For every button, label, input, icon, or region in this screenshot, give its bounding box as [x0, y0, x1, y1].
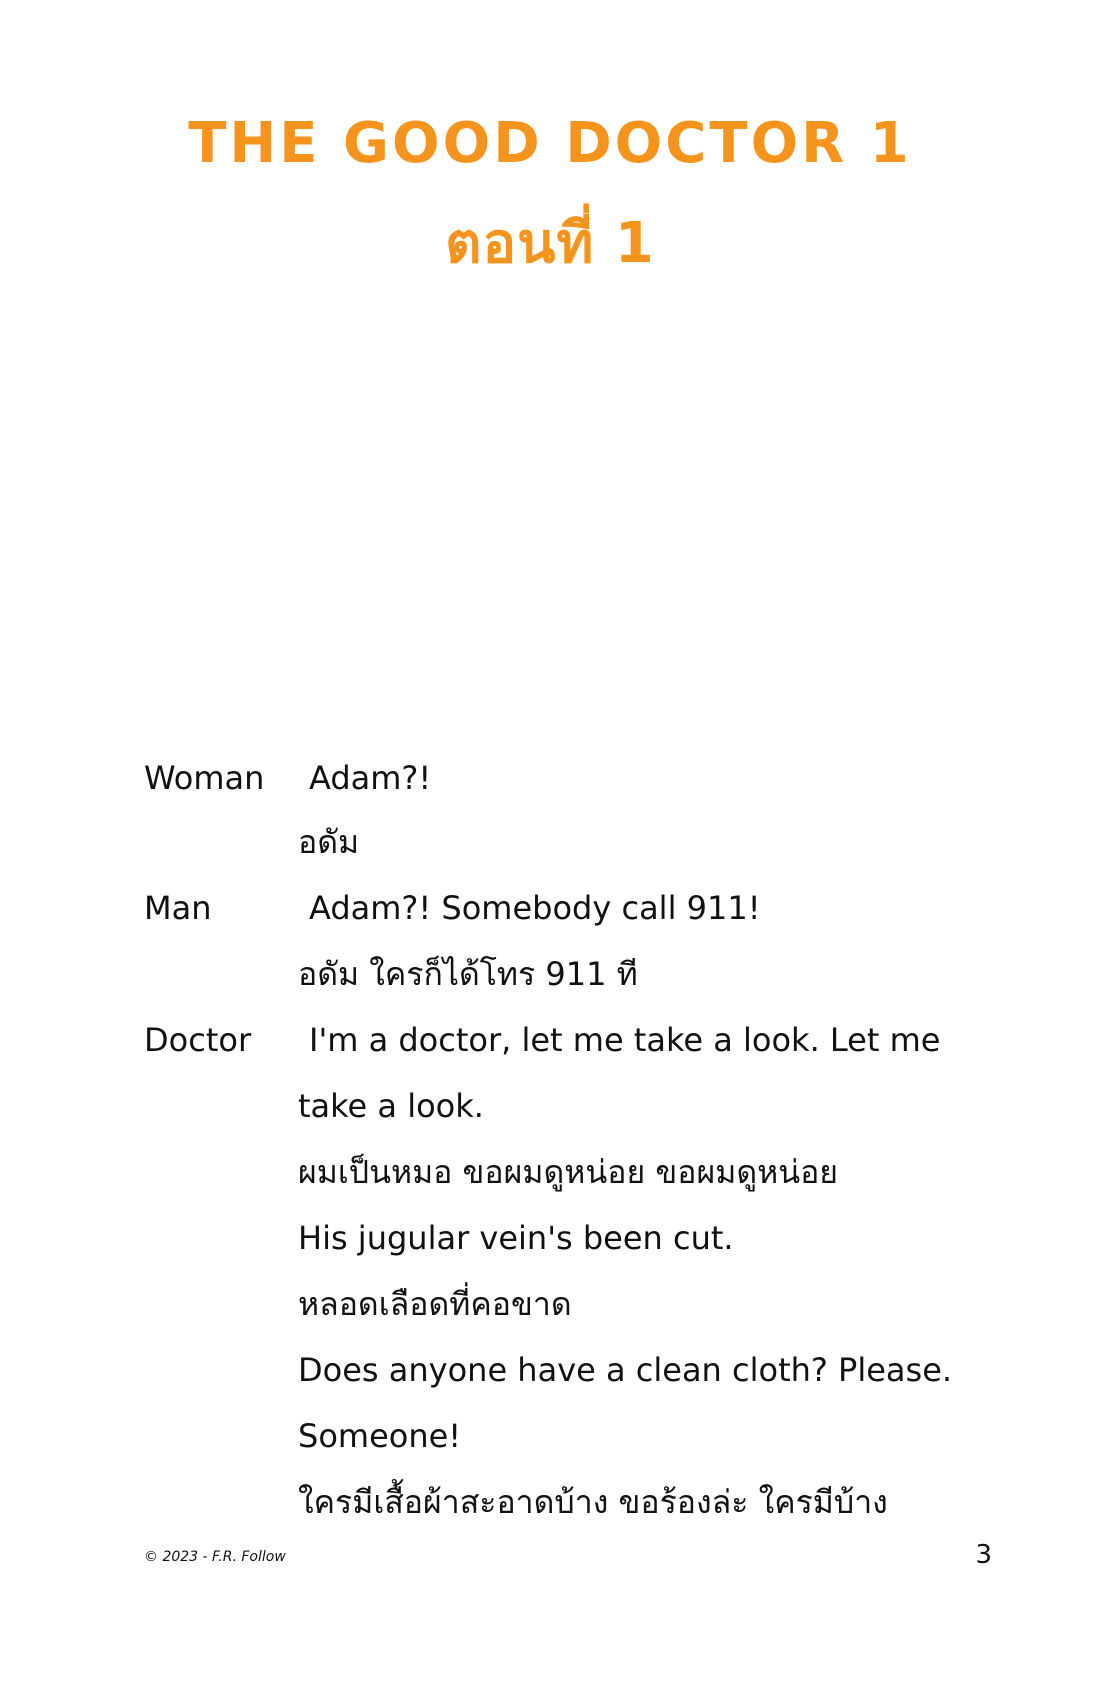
speaker-woman: Woman	[144, 759, 265, 797]
dialogue-line: Adam?! Somebody call 911!	[309, 889, 761, 927]
speaker-man: Man	[144, 889, 212, 927]
episode-subtitle: ตอนที่ 1	[445, 211, 655, 276]
dialogue-translation: หลอดเลือดที่คอขาด	[298, 1285, 572, 1323]
page-title: THE GOOD DOCTOR 1	[188, 111, 912, 176]
dialogue-line: take a look.	[298, 1087, 484, 1125]
dialogue-line: Adam?!	[309, 759, 432, 797]
dialogue-translation: ใครมีเสื้อผ้าสะอาดบ้าง ขอร้องล่ะ ใครมีบ้าง	[298, 1483, 888, 1521]
dialogue-line: Someone!	[298, 1417, 462, 1455]
speaker-doctor: Doctor	[144, 1021, 252, 1059]
dialogue-line: Does anyone have a clean cloth? Please.	[298, 1351, 953, 1389]
copyright-notice: © 2023 - F.R. Follow	[144, 1549, 286, 1565]
page-number: 3	[975, 1540, 992, 1570]
dialogue-translation: อดัม	[298, 823, 360, 861]
dialogue-line: I'm a doctor, let me take a look. Let me	[309, 1021, 941, 1059]
dialogue-translation: อดัม ใครก็ได้โทร 911 ที	[298, 955, 638, 993]
dialogue-translation: ผมเป็นหมอ ขอผมดูหน่อย ขอผมดูหน่อย	[298, 1153, 839, 1191]
dialogue-line: His jugular vein's been cut.	[298, 1219, 734, 1257]
